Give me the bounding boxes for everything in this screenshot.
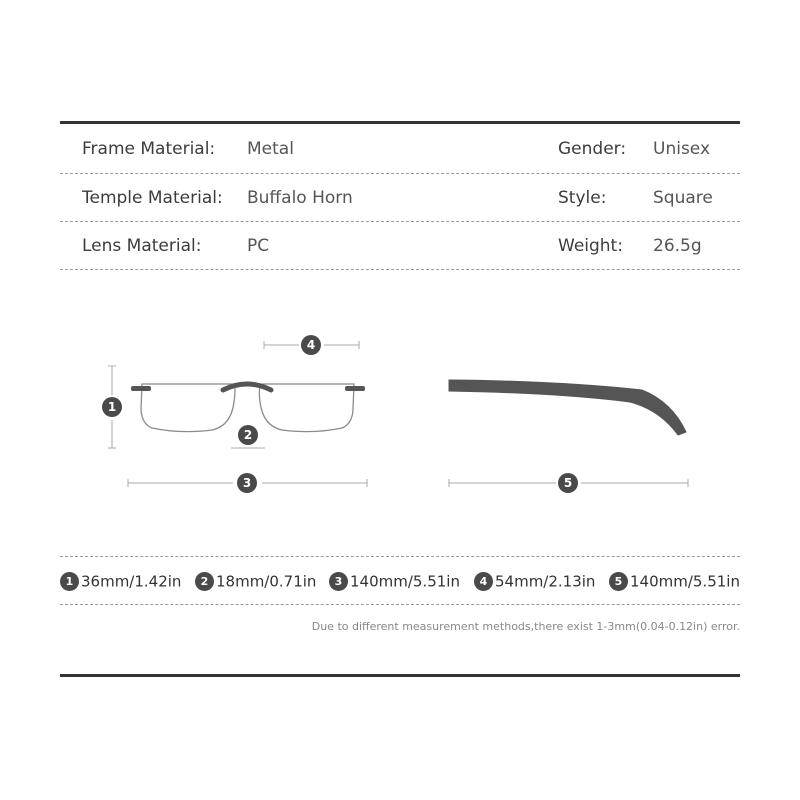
measurement-number: 5: [609, 572, 628, 591]
measurement-value: 18mm/0.71in: [216, 572, 317, 591]
bottom-rule: [60, 674, 740, 677]
frame-material-value: Metal: [247, 139, 294, 159]
gender-value: Unisex: [653, 139, 711, 159]
left-hinge: [131, 386, 151, 391]
measurement-error-note: Due to different measurement methods,there exist 1-3mm(0.04-0.12in) error.: [311, 620, 740, 633]
bridge: [223, 384, 271, 390]
lens-material-value: PC: [247, 236, 270, 256]
weight-value: 26.5g: [653, 236, 702, 256]
measurement-item: [609, 570, 740, 592]
measurement-value: 54mm/2.13in: [495, 572, 596, 591]
marker-1: 1: [102, 397, 122, 417]
lens-material-label: Lens Material:: [82, 236, 202, 256]
measurement-number: 4: [474, 572, 493, 591]
style-label: Style:: [558, 188, 607, 208]
measurement-item: [60, 570, 181, 592]
front-view: [108, 341, 367, 487]
measurement-value: 140mm/5.51in: [350, 572, 460, 591]
style-value: Square: [653, 188, 713, 208]
measurement-item: [474, 570, 595, 592]
measurement-number: 3: [329, 572, 348, 591]
measurement-number: 2: [195, 572, 214, 591]
frame-material-label: Frame Material:: [82, 139, 216, 159]
measurement-value: 36mm/1.42in: [81, 572, 182, 591]
measurement-number: 1: [60, 572, 79, 591]
gender-label: Gender:: [558, 139, 627, 159]
marker-2: 2: [238, 425, 258, 445]
weight-label: Weight:: [558, 236, 623, 256]
side-view: [449, 380, 688, 487]
marker-5: 5: [558, 473, 578, 493]
right-lens-outline: [259, 384, 354, 432]
marker-3: 3: [237, 473, 257, 493]
marker-4: 4: [301, 335, 321, 355]
measurement-item: [195, 570, 316, 592]
right-hinge: [345, 386, 365, 391]
measurements-bottom-divider: [60, 604, 740, 605]
measurement-item: [329, 570, 460, 592]
temple-material-label: Temple Material:: [82, 188, 223, 208]
temple-material-value: Buffalo Horn: [247, 188, 353, 208]
temple-arm: [449, 380, 686, 435]
measurements-top-divider: [60, 556, 740, 557]
measurement-value: 140mm/5.51in: [630, 572, 740, 591]
